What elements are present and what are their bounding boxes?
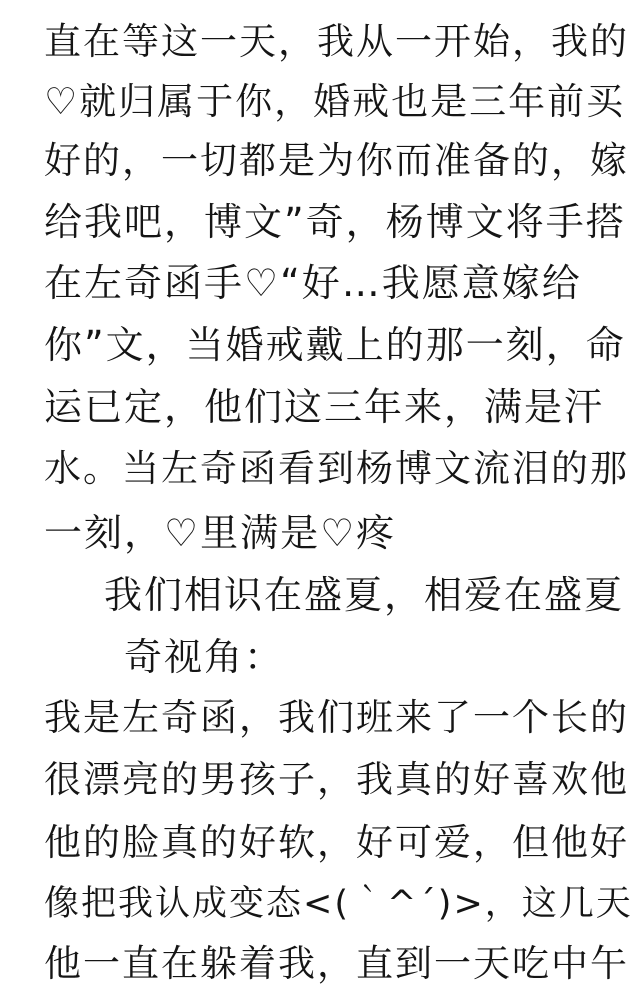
text-line-10: 我们相识在盛夏，相爱在盛夏 <box>104 573 625 617</box>
text-line-5: 在左奇函手♡“好…我愿意嫁给 <box>44 261 582 305</box>
text-line-7: 运已定，他们这三年来，满是汗 <box>44 385 605 429</box>
text-line-14: 他的脸真的好软，好可爱，但他好 <box>44 821 629 864</box>
text-line-12: 我是左奇函，我们班来了一个长的 <box>44 696 629 739</box>
text-line-4: 给我吧，博文”奇，杨博文将手搭 <box>44 200 626 244</box>
text-line-3: 好的，一切都是为你而准备的，嫁 <box>44 139 629 182</box>
text-line-8: 水。当左奇函看到杨博文流泪的那 <box>44 447 629 490</box>
text-line-16: 他一直在躲着我，直到一天吃中午 <box>44 942 629 985</box>
text-line-6: 你”文，当婚戒戴上的那一刻，命 <box>44 323 626 367</box>
text-line-13: 很漂亮的男孩子，我真的好喜欢他 <box>44 758 629 801</box>
text-line-15: 像把我认成变态<(｀^´)>，这几天 <box>44 884 633 924</box>
text-line-9: 一刻，♡里满是♡疼 <box>44 511 397 555</box>
text-line-2: ♡就归属于你，婚戒也是三年前买 <box>44 80 626 123</box>
text-line-1: 直在等这一天，我从一开始，我的 <box>44 20 629 63</box>
text-line-11: 奇视角： <box>124 635 285 679</box>
